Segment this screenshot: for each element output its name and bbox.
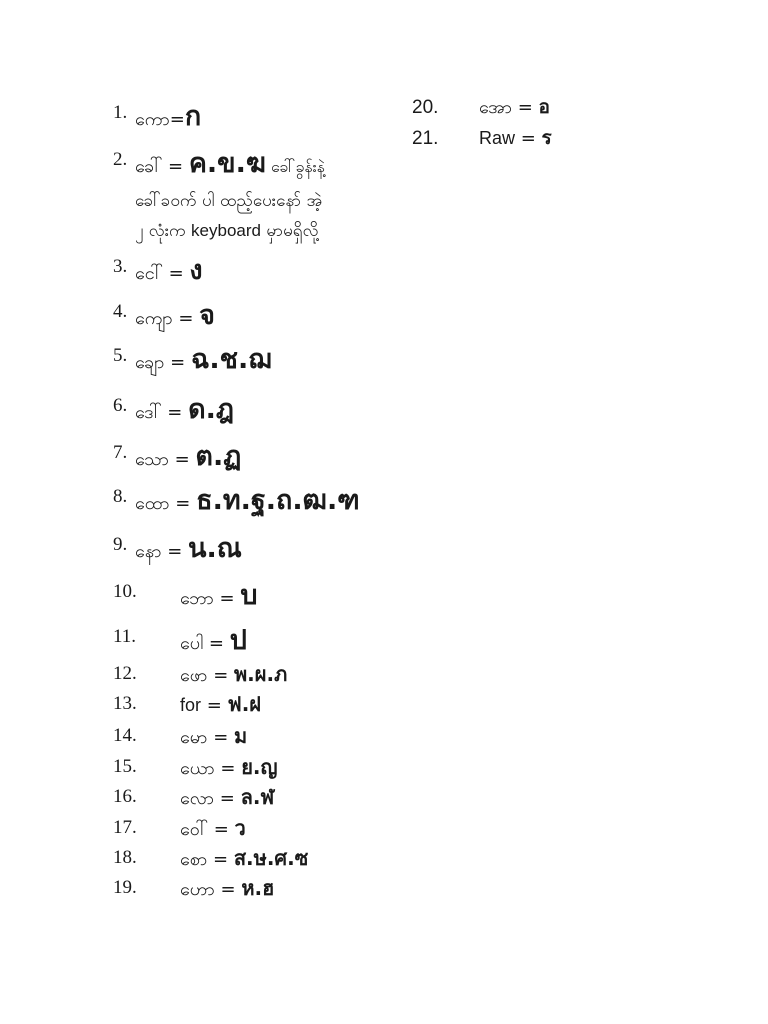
item-number: 17. <box>113 817 137 838</box>
thai-letters: ล.ฬ <box>240 785 275 809</box>
equals-sign: = <box>207 849 234 870</box>
equals-sign: = <box>214 788 241 809</box>
burmese-word: ခေါ် <box>135 156 163 177</box>
entry-2-continuation-line-2 <box>135 220 319 245</box>
equals-sign: = <box>172 308 200 329</box>
item-number: 8. <box>113 486 128 507</box>
burmese-word: ကျော <box>135 308 173 329</box>
equals-sign: = <box>201 695 228 716</box>
thai-letters: พ.ผ.ภ <box>234 662 288 686</box>
burmese-word: လော <box>180 788 215 809</box>
thai-letters: ย.ญ <box>241 755 278 779</box>
burmese-word: ငေါ် <box>135 263 163 284</box>
equals-sign: = <box>214 758 242 779</box>
burmese-word: မော <box>180 727 208 748</box>
item-number: 3. <box>113 256 128 277</box>
item-number: 1. <box>113 102 128 123</box>
thai-letters: ค.ข.ฆ <box>188 148 266 179</box>
equals-sign: = <box>207 665 234 686</box>
equals-sign: = <box>203 633 230 654</box>
english-word: for <box>180 695 202 715</box>
item-number: 16. <box>113 786 137 807</box>
item-number: 4. <box>113 301 128 322</box>
thai-letters: ต.ฏ <box>195 441 242 472</box>
equals-sign: = <box>208 819 235 840</box>
thai-letters: บ <box>240 580 258 611</box>
thai-letters: ฉ.ช.ฌ <box>190 344 272 375</box>
equals-sign: = <box>207 727 234 748</box>
item-number: 15. <box>113 756 137 777</box>
burmese-word: သော <box>135 449 169 470</box>
equals-sign: = <box>164 352 191 373</box>
burmese-word: နော <box>135 541 162 562</box>
thai-letters: ส.ษ.ศ.ซ <box>233 846 309 870</box>
burmese-word: ယော <box>180 758 215 779</box>
item-number: 5. <box>113 345 128 366</box>
burmese-word: ဘော <box>180 588 214 609</box>
item-number: 19. <box>113 877 137 898</box>
thai-letters: ม <box>234 724 248 748</box>
equals-sign: = <box>512 97 539 118</box>
item-number: 12. <box>113 663 137 684</box>
note-text: ခေါ်ခွန်းနဲ့ <box>271 157 325 176</box>
burmese-word: ဟော <box>180 879 215 900</box>
thai-letters: ธ.ท.ฐ.ถ.ฒ.ฑ <box>196 485 360 516</box>
equals-sign: = <box>214 879 242 900</box>
thai-letters: ง <box>189 255 203 286</box>
entry-2-continuation-line-1: ခေါ်ခဝက် ပါ ထည့်ပေးနော် အဲ့ <box>135 191 323 211</box>
thai-letters: ห.ฮ <box>241 876 275 900</box>
item-number: 14. <box>113 725 137 746</box>
equals-sign: = <box>161 402 189 423</box>
item-number: 20. <box>412 97 439 118</box>
item-number: 11. <box>113 626 137 647</box>
burmese-word: ဖော <box>180 665 208 686</box>
item-number: 6. <box>113 395 128 416</box>
equals-sign: = <box>169 493 197 514</box>
equals-sign: = <box>161 541 189 562</box>
thai-letters: อ <box>538 96 550 118</box>
burmese-word: ကော <box>135 109 170 130</box>
thai-letters: น.ณ <box>188 533 242 564</box>
item-number: 21. <box>412 128 439 149</box>
equals-sign: = <box>162 263 190 284</box>
thai-letters: ฟ.ฝ <box>227 692 262 716</box>
equals-sign: = <box>162 156 189 177</box>
burmese-word: ချော <box>135 352 165 373</box>
equals-sign: = <box>168 449 196 470</box>
thai-letters: ป <box>229 625 247 656</box>
burmese-word: ဒေါ် <box>135 402 162 423</box>
item-number: 10. <box>113 581 137 602</box>
burmese-word: ပေါ <box>180 633 204 654</box>
continuation-suffix: မှာမရှိလို့ <box>260 221 319 241</box>
item-number: 13. <box>113 693 137 714</box>
thai-letters: ก <box>184 101 202 132</box>
item-number: 18. <box>113 847 137 868</box>
item-number: 7. <box>113 442 128 463</box>
burmese-word: အော <box>479 97 512 118</box>
equals-sign: = <box>169 109 185 130</box>
equals-sign: = <box>213 588 241 609</box>
burmese-word: ဝေါ် <box>180 819 209 840</box>
equals-sign: = <box>515 128 542 149</box>
burmese-word: စော <box>180 849 208 870</box>
burmese-word: ထော <box>135 493 170 514</box>
item-number: 9. <box>113 534 128 555</box>
continuation-prefix: ၂ လုံးက <box>135 221 192 241</box>
keyboard-word: keyboard <box>191 221 261 240</box>
english-word: Raw <box>479 128 516 148</box>
item-number: 2. <box>113 149 128 170</box>
thai-letters: ด.ฎ <box>188 394 235 425</box>
thai-letters: จ <box>199 300 215 331</box>
thai-letters: ว <box>234 816 246 840</box>
thai-letters: ร <box>541 127 552 149</box>
